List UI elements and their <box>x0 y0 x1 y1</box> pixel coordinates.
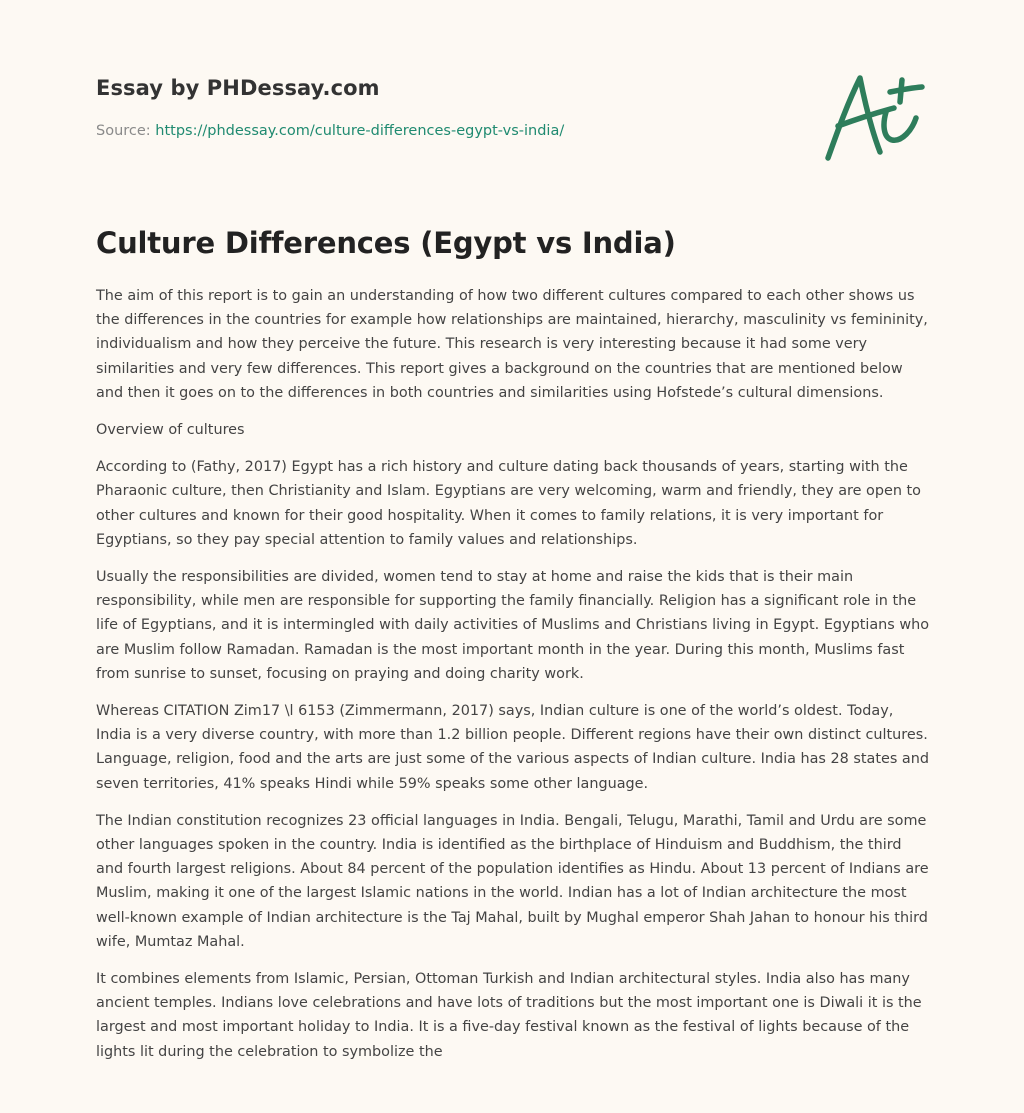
essay-title: Culture Differences (Egypt vs India) <box>96 226 676 260</box>
a-plus-logo-icon <box>824 68 928 164</box>
site-brand: Essay by PHDessay.com <box>96 76 380 100</box>
paragraph-india-languages: The Indian constitution recognizes 23 official languages in India. Bengali, Telugu, Marathi, Tamil and Urdu are some other languages spoken in the country. India is identified as the birthplace of Hinduism and Buddhism, the third and fourth largest religions. About 84 percent of the population identifies as Hindu. About 13 percent of Indians are Muslim, making it one of the largest Islamic nations in the world. Indian has a lot of Indian architecture the most well-known example of Indian architecture is the Taj Mahal, built by Mughal emperor Shah Jahan to honour his third wife, Mumtaz Mahal. <box>96 812 929 950</box>
source-link[interactable]: https://phdessay.com/culture-differences-egypt-vs-india/ <box>155 123 565 139</box>
source-label: Source: <box>96 123 151 139</box>
paragraph-intro: The aim of this report is to gain an understanding of how two different cultures compared to each other shows us the differences in the countries for example how relationships are maintained, hierarchy, masculinity vs femininity, individualism and how they perceive the future. This research is very interesting because it had some very similarities and very few differences. This report gives a background on the countries that are mentioned below and then it goes on to the differences in both countries and similarities using Hofstede’s cultural dimensions. <box>96 288 928 401</box>
essay-body <box>96 284 930 1077</box>
paragraph-egypt-responsibilities: Usually the responsibilities are divided, women tend to stay at home and raise the kids that is their main responsibility, while men are responsible for supporting the family financially. Religion has a significant role in the life of Egyptians, and it is intermingled with daily activities of Muslims and Christians living in Egypt. Egyptians who are Muslim follow Ramadan. Ramadan is the most important month in the year. During this month, Muslims fast from sunrise to sunset, focusing on praying and doing charity work. <box>96 569 930 682</box>
paragraph-india-overview: Whereas CITATION Zim17 \l 6153 (Zimmermann, 2017) says, Indian culture is one of the world’s oldest. Today, India is a very diverse country, with more than 1.2 billion people. Different regions have their own distinct cultures. Language, religion, food and the arts are just some of the various aspects of Indian culture. India has 28 states and seven territories, 41% speaks Hindi while 59% speaks some other language. <box>96 703 929 792</box>
section-heading-overview: Overview of cultures <box>96 422 245 439</box>
paragraph-egypt-history: According to (Fathy, 2017) Egypt has a rich history and culture dating back thousands of years, starting with the Pharaonic culture, then Christianity and Islam. Egyptians are very welcoming, warm and friendly, they are open to other cultures and known for their good hospitality. When it comes to family relations, it is very important for Egyptians, so they pay special attention to family values and relationships. <box>96 459 921 548</box>
paragraph-india-architecture: It combines elements from Islamic, Persian, Ottoman Turkish and Indian architectural styles. India also has many ancient temples. Indians love celebrations and have lots of traditions but the most important one is Diwali it is the largest and most important holiday to India. It is a five-day festival known as the festival of lights because of the lights lit during the celebration to symbolize the <box>96 971 922 1060</box>
source-line <box>96 123 564 139</box>
